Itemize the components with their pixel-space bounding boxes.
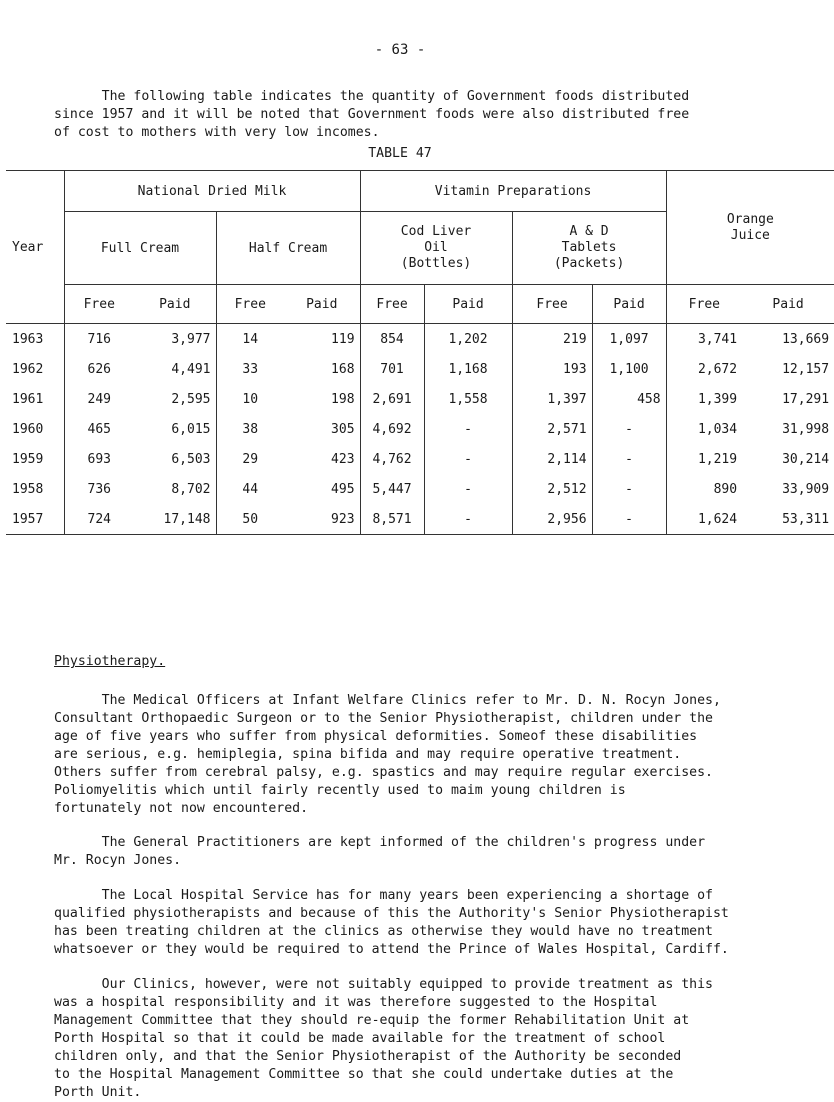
- full-cream-paid-cell: 3,977: [171, 331, 211, 347]
- year-cell: 1959: [12, 451, 44, 467]
- national-dried-milk-header: National Dried Milk: [64, 171, 360, 212]
- full-cream-free-cell: 724: [64, 504, 134, 535]
- table-row: [6, 354, 834, 384]
- half-cream-free-cell: 38: [216, 414, 284, 444]
- body-paragraph: The Local Hospital Service has for many years been experiencing a shortage of qualified physiotherapists and because of this the Authority's Senior Physiotherapist has been treating children at the clinics as otherwise they would have no treatment whatsoever or they would be required to attend the Prince of Wales Hospital, Cardiff.: [54, 888, 729, 957]
- ad-tablets-paid-cell: 1,100: [592, 354, 666, 384]
- half-cream-paid-cell: 119: [331, 331, 355, 347]
- full-cream-free-cell: 736: [64, 474, 134, 504]
- year-header: Year: [6, 171, 64, 324]
- full-cream-free-cell: 249: [64, 384, 134, 414]
- table-title: TABLE 47: [368, 146, 432, 161]
- half-cream-paid-cell: 923: [284, 504, 360, 535]
- ad-tablets-paid-cell: 458: [592, 384, 666, 414]
- full-cream-paid-cell: 17,148: [134, 504, 216, 535]
- full-cream-paid-cell: 8,702: [171, 481, 211, 497]
- orange-juice-free-cell: 3,741: [666, 324, 742, 355]
- half-cream-free-cell: 29: [216, 444, 284, 474]
- table-row: [6, 444, 834, 474]
- half-cream-free-cell: 33: [216, 354, 284, 384]
- full-cream-paid-cell: 6,015: [171, 421, 211, 437]
- cod-liver-free-cell: 5,447: [360, 474, 424, 504]
- orange-juice-paid-cell: 30,214: [782, 451, 830, 467]
- ad-tablets-paid-cell: 1,097: [592, 324, 666, 355]
- half-cream-paid-cell: 168: [331, 361, 355, 377]
- vitamin-preparations-header: Vitamin Preparations: [360, 171, 666, 212]
- full-cream-paid-cell: 2,595: [171, 391, 211, 407]
- ad-tablets-free-cell: 2,512: [512, 474, 592, 504]
- ad-tablets-paid-cell: -: [592, 444, 666, 474]
- half-cream-header: Half Cream: [216, 212, 360, 285]
- half-cream-paid-cell: 305: [331, 421, 355, 437]
- food-distribution-table: [6, 170, 834, 535]
- ad-tablets-free-cell: 2,114: [512, 444, 592, 474]
- year-cell: 1957: [6, 504, 64, 535]
- paid-column-header: Paid: [134, 285, 216, 324]
- cod-liver-paid-cell: -: [424, 444, 512, 474]
- table-row: [6, 504, 834, 535]
- full-cream-header: Full Cream: [64, 212, 216, 285]
- orange-juice-header: Orange Juice: [666, 171, 834, 285]
- full-cream-paid-cell: 6,503: [171, 451, 211, 467]
- year-cell: 1962: [12, 361, 44, 377]
- table-row: [6, 474, 834, 504]
- cod-liver-paid-cell: 1,558: [424, 384, 512, 414]
- full-cream-paid-cell: 4,491: [171, 361, 211, 377]
- body-paragraph: The General Practitioners are kept informed of the children's progress under Mr. Rocyn Jones.: [54, 835, 706, 868]
- intro-paragraph: The following table indicates the quantity of Government foods distributed since 1957 and it will be noted that Government foods were also distributed free of cost to mothers with very low incomes.: [54, 89, 690, 140]
- half-cream-paid-cell: 423: [331, 451, 355, 467]
- year-cell: 1963: [12, 331, 44, 347]
- orange-juice-paid-cell: 31,998: [782, 421, 830, 437]
- ad-tablets-free-cell: 2,571: [512, 414, 592, 444]
- ad-tablets-paid-cell: -: [592, 414, 666, 444]
- cod-liver-paid-cell: -: [424, 414, 512, 444]
- free-column-header: Free: [666, 285, 742, 324]
- ad-tablets-free-cell: 1,397: [512, 384, 592, 414]
- half-cream-paid-cell: 495: [331, 481, 355, 497]
- cod-liver-free-cell: 4,762: [360, 444, 424, 474]
- ad-tablets-free-cell: 2,956: [512, 504, 592, 535]
- ad-tablets-free-cell: 219: [512, 324, 592, 355]
- ad-tablets-paid-cell: -: [592, 504, 666, 535]
- paid-column-header: Paid: [592, 285, 666, 324]
- paid-column-header: Paid: [424, 285, 512, 324]
- orange-juice-paid-cell: 12,157: [782, 361, 830, 377]
- cod-liver-paid-cell: -: [424, 504, 512, 535]
- full-cream-free-cell: 626: [64, 354, 134, 384]
- table-row: [6, 324, 834, 355]
- orange-juice-free-cell: 1,219: [666, 444, 742, 474]
- ad-tablets-header: A & D Tablets (Packets): [512, 212, 666, 285]
- cod-liver-free-cell: 8,571: [360, 504, 424, 535]
- free-column-header: Free: [216, 285, 284, 324]
- cod-liver-free-cell: 701: [360, 354, 424, 384]
- cod-liver-free-cell: 2,691: [360, 384, 424, 414]
- orange-juice-free-cell: 2,672: [666, 354, 742, 384]
- free-column-header: Free: [360, 285, 424, 324]
- free-column-header: Free: [512, 285, 592, 324]
- half-cream-paid-cell: 198: [331, 391, 355, 407]
- cod-liver-paid-cell: 1,202: [424, 324, 512, 355]
- full-cream-free-cell: 693: [64, 444, 134, 474]
- orange-juice-free-cell: 1,624: [666, 504, 742, 535]
- free-column-header: Free: [64, 285, 134, 324]
- body-paragraph: Our Clinics, however, were not suitably equipped to provide treatment as this was a hospital responsibility and it was therefore suggested to the Hospital Management Committee that they should re-equip the former Rehabilitation Unit at Porth Hospital so that it could be made available for the treatment of school children only, and that the Senior Physiotherapist of the Authority be seconded to the Hospital Management Committee so that she could undertake duties at the Porth Unit.: [54, 977, 713, 1100]
- year-cell: 1960: [12, 421, 44, 437]
- half-cream-free-cell: 14: [216, 324, 284, 355]
- cod-liver-paid-cell: -: [424, 474, 512, 504]
- orange-juice-free-cell: 890: [666, 474, 742, 504]
- orange-juice-free-cell: 1,399: [666, 384, 742, 414]
- ad-tablets-free-cell: 193: [512, 354, 592, 384]
- orange-juice-paid-cell: 53,311: [742, 504, 834, 535]
- table-row: [6, 414, 834, 444]
- orange-juice-paid-cell: 33,909: [782, 481, 830, 497]
- year-cell: 1961: [12, 391, 44, 407]
- full-cream-free-cell: 465: [64, 414, 134, 444]
- cod-liver-paid-cell: 1,168: [424, 354, 512, 384]
- cod-liver-free-cell: 854: [360, 324, 424, 355]
- full-cream-free-cell: 716: [64, 324, 134, 355]
- orange-juice-paid-cell: 13,669: [782, 331, 830, 347]
- table-row: [6, 384, 834, 414]
- half-cream-free-cell: 44: [216, 474, 284, 504]
- ad-tablets-paid-cell: -: [592, 474, 666, 504]
- section-heading-physiotherapy: Physiotherapy.: [54, 654, 166, 669]
- year-cell: 1958: [12, 481, 44, 497]
- half-cream-free-cell: 10: [216, 384, 284, 414]
- orange-juice-paid-cell: 17,291: [782, 391, 830, 407]
- body-paragraph: The Medical Officers at Infant Welfare Clinics refer to Mr. D. N. Rocyn Jones, Consultant Orthopaedic Surgeon or to the Senior Physiotherapist, children under the age of five years who suffer from physical deformities. Someof these disabilities are serious, e.g. hemiplegia, spina bifida and may require operative treatment. Others suffer from cerebral palsy, e.g. spastics and may require regular exercises. Poliomyelitis which until fairly recently used to maim young children is fortunately not now encountered.: [54, 693, 721, 816]
- page-number: - 63 -: [374, 42, 426, 58]
- half-cream-free-cell: 50: [216, 504, 284, 535]
- orange-juice-free-cell: 1,034: [666, 414, 742, 444]
- paid-column-header: Paid: [284, 285, 360, 324]
- paid-column-header: Paid: [742, 285, 834, 324]
- cod-liver-free-cell: 4,692: [360, 414, 424, 444]
- cod-liver-oil-header: Cod Liver Oil (Bottles): [360, 212, 512, 285]
